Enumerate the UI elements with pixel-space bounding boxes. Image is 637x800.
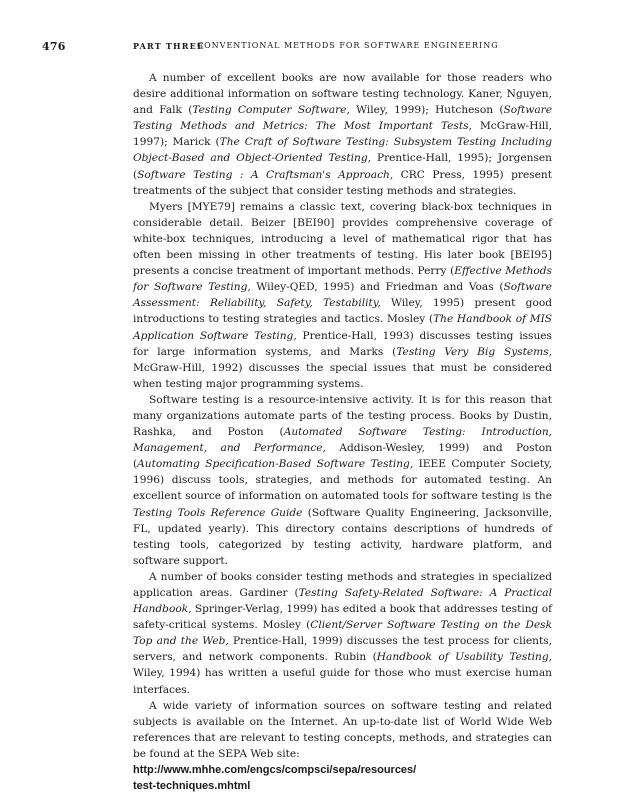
text-run: Springer-Verlag, 1999) has edited a book that addresses testing of safety-critical systems. Mosley ( [133, 603, 552, 632]
page-number: 476 [42, 40, 66, 53]
paragraph [133, 698, 552, 762]
italic-title-run: Automated Software Testing: Introduction, Management, and Performance, [133, 426, 553, 455]
text-run: Prentice-Hall, 1995); Jorgensen ( [133, 152, 552, 181]
italic-title-run: The Craft of Software Testing: Subsystem Testing Including Object-Based and Object-Oriented Testing, [133, 136, 552, 165]
sepa-url-line-2[interactable]: test-techniques.mhtml [133, 780, 251, 793]
text-run: McGraw-Hill, 1997); Marick ( [133, 120, 552, 149]
text-run: A number of excellent books are now available for those readers who desire additional information on software testing technology. Kaner, Nguyen, and Falk ( [133, 72, 552, 117]
text-run: Prentice-Hall, 1993) discusses testing issues for large information systems, and Marks ( [133, 329, 552, 358]
paragraph [133, 392, 552, 569]
italic-title-run: Testing Computer Software, [192, 104, 350, 117]
text-run: Myers [MYE79] remains a classic text, covering black-box techniques in considerable detail. Beizer [BEI90] provides comprehensive coverage of white-box techniques, introducing a level of mathematical rigor that has often been missing in other treatments of testing. His later book [BEI95] presents a concise treatment of important methods. Perry ( [133, 200, 552, 278]
text-run: CRC Press, 1995) present treatments of the subject that consider testing methods and strategies. [133, 168, 552, 197]
italic-title-run: Testing Tools Reference Guide [133, 506, 303, 519]
italic-title-run: Client/Server Software Testing on the Desk Top and the Web, [133, 619, 552, 648]
italic-title-run: Testing Very Big Systems, [396, 345, 552, 358]
italic-title-run: The Handbook of MIS Application Software Testing, [133, 313, 553, 342]
italic-title-run: Software Testing : A Craftsman's Approach, [137, 168, 394, 181]
text-run: IEEE Computer Society, 1996) discuss tools, strategies, and methods for automated testing. An excellent source of information on automated tools for software testing is the [133, 458, 552, 503]
italic-title-run: Software Testing Methods and Metrics: The Most Important Tests, [133, 104, 553, 133]
text-run: Wiley, 1999); Hutcheson ( [349, 104, 504, 117]
body-text [133, 70, 552, 794]
part-label: PART THREE [133, 41, 205, 51]
italic-title-run: Software Assessment: Reliability, Safety, Testability, [133, 281, 552, 310]
text-run: Prentice-Hall, 1999) discusses the test process for clients, servers, and network components. Rubin ( [133, 635, 553, 664]
italic-title-run: Testing Safety-Related Software: A Practical Handbook, [133, 587, 552, 616]
text-run: A wide variety of information sources on software testing and related subjects is available on the Internet. An up-to-date list of World Wide Web references that are relevant to testing concepts, methods, and strategies can be found at the SEPA Web site: [133, 699, 552, 760]
running-header [0, 40, 637, 56]
italic-title-run: Handbook of Usability Testing, [376, 651, 552, 664]
text-run: Addison-Wesley, 1999) and Poston ( [133, 442, 552, 471]
text-run: Wiley-QED, 1995) and Friedman and Voas ( [250, 281, 504, 294]
sepa-url-line-1[interactable]: http://www.mhhe.com/engcs/compsci/sepa/resources/ [133, 764, 417, 777]
italic-title-run: Effective Methods for Software Testing, [133, 265, 552, 294]
text-run: Wiley, 1994) has written a useful guide for those who must exercise human interfaces. [133, 667, 552, 696]
text-run: Wiley, 1995) present good introductions to testing strategies and tactics. Mosley ( [133, 297, 552, 326]
italic-title-run: Automating Specification-Based Software Testing, [137, 458, 414, 471]
part-title: CONVENTIONAL METHODS FOR SOFTWARE ENGINEERING [197, 41, 499, 50]
text-run: McGraw-Hill, 1992) discusses the special issues that must be considered when testing major programming systems. [133, 361, 552, 390]
paragraph [133, 70, 552, 199]
text-run: (Software Quality Engineering, Jacksonville, FL, updated yearly). This directory contains descriptions of hundreds of testing tools, categorized by testing activity, hardware platform, and software support. [133, 506, 552, 567]
text-run: Software testing is a resource-intensive activity. It is for this reason that many organizations automate parts of the testing process. Books by Dustin, Rashka, and Poston ( [133, 393, 552, 439]
paragraph [133, 199, 552, 392]
text-run: A number of books consider testing methods and strategies in specialized application areas. Gardiner ( [133, 570, 552, 599]
paragraph [133, 569, 552, 698]
